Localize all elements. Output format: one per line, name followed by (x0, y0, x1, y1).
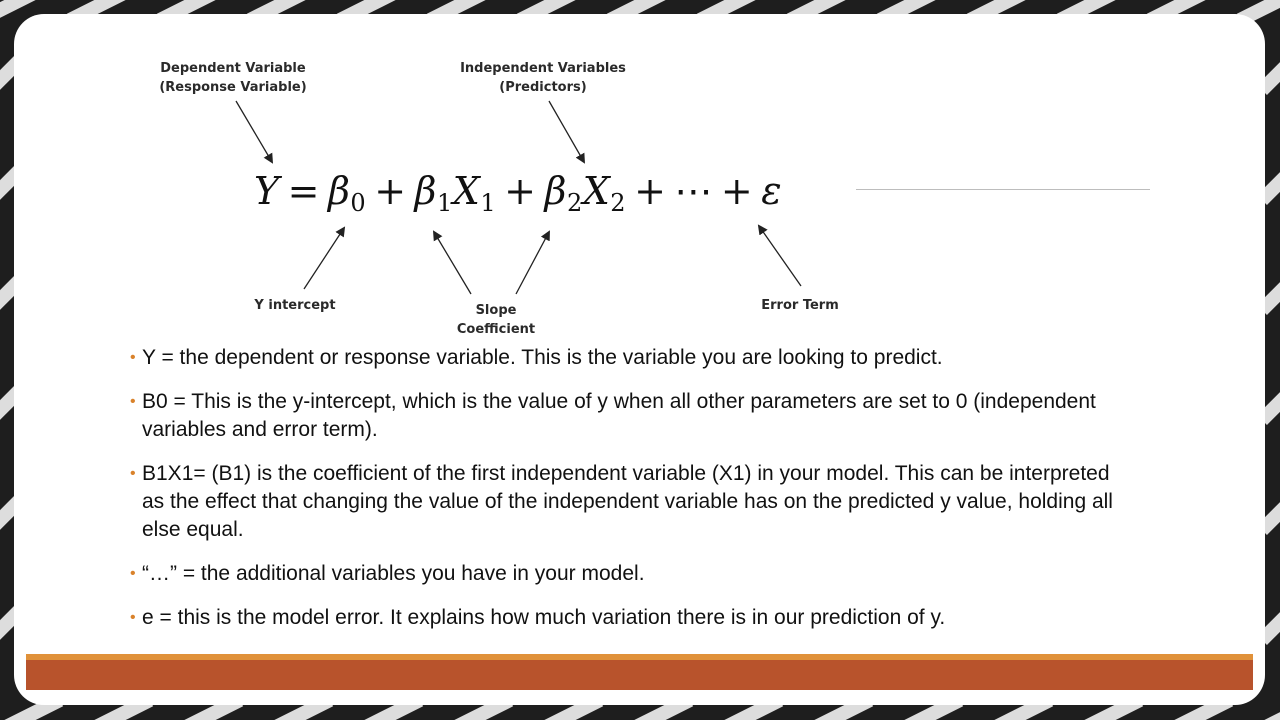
eq-sub2b: 2 (610, 189, 627, 217)
bullet-item (130, 604, 1130, 632)
arrow-slope-1 (434, 232, 471, 294)
bullet-dot: • (130, 609, 136, 626)
bullet-item (130, 344, 1130, 372)
bullet-text: “…” = the additional variables you have in your model. (142, 562, 645, 585)
eq-plus2: + (504, 169, 537, 213)
arrow-dependent (236, 101, 272, 162)
bullet-text: e = this is the model error. It explains how much variation there is in our prediction of y. (142, 606, 946, 629)
arrow-y-intercept (304, 228, 344, 289)
label-error-term: Error Term (761, 298, 839, 313)
bullet-list (130, 344, 1130, 648)
slide (14, 14, 1265, 705)
footer-bar (26, 660, 1253, 690)
label-independent-variables: Independent Variables (Predictors) (460, 61, 626, 95)
eq-plus3: + (634, 169, 667, 213)
label-y-intercept: Y intercept (254, 298, 336, 313)
eq-sub2a: 2 (566, 189, 583, 217)
label-slope-coefficient: Slope Coefficient (456, 303, 536, 337)
eq-beta0: β (327, 169, 351, 213)
eq-epsilon: ε (761, 169, 783, 213)
bullet-text: Y = the dependent or response variable. This is the variable you are looking to predict. (142, 346, 943, 369)
eq-ellipsis: ⋯ (674, 169, 713, 213)
arrow-error-term (759, 226, 801, 286)
bullet-text: B1X1= (B1) is the coefficient of the first independent variable (X1) in your model. This can be interpreted as the effect that changing the value of the independent variable has on the predicted y value, holding all else equal. (142, 462, 1113, 541)
bullet-dot: • (130, 465, 136, 482)
bullet-item (130, 460, 1130, 544)
bullet-item (130, 560, 1130, 588)
eq-x1: X (452, 169, 481, 213)
eq-sub0: 0 (350, 189, 367, 217)
eq-equals: = (287, 169, 320, 213)
eq-y: Y (254, 169, 280, 213)
annotation-arrows (14, 14, 1265, 354)
eq-plus1: + (374, 169, 407, 213)
eq-sub1b: 1 (480, 189, 497, 217)
arrow-slope-2 (516, 232, 549, 294)
bullet-dot: • (130, 565, 136, 582)
label-dependent-variable: Dependent Variable (Response Variable) (159, 61, 307, 95)
eq-beta2: β (544, 169, 567, 213)
bullet-item (130, 388, 1130, 444)
eq-sub1a: 1 (437, 189, 453, 217)
arrow-independent (549, 101, 584, 162)
eq-plus4: + (720, 169, 754, 213)
eq-x2: X (582, 169, 611, 213)
bullet-dot: • (130, 349, 136, 366)
regression-diagram (14, 14, 1265, 354)
eq-beta1: β (414, 169, 437, 213)
bullet-text: B0 = This is the y-intercept, which is the value of y when all other parameters are set to 0 (independent variables and error term). (142, 390, 1096, 441)
bullet-dot: • (130, 393, 136, 410)
